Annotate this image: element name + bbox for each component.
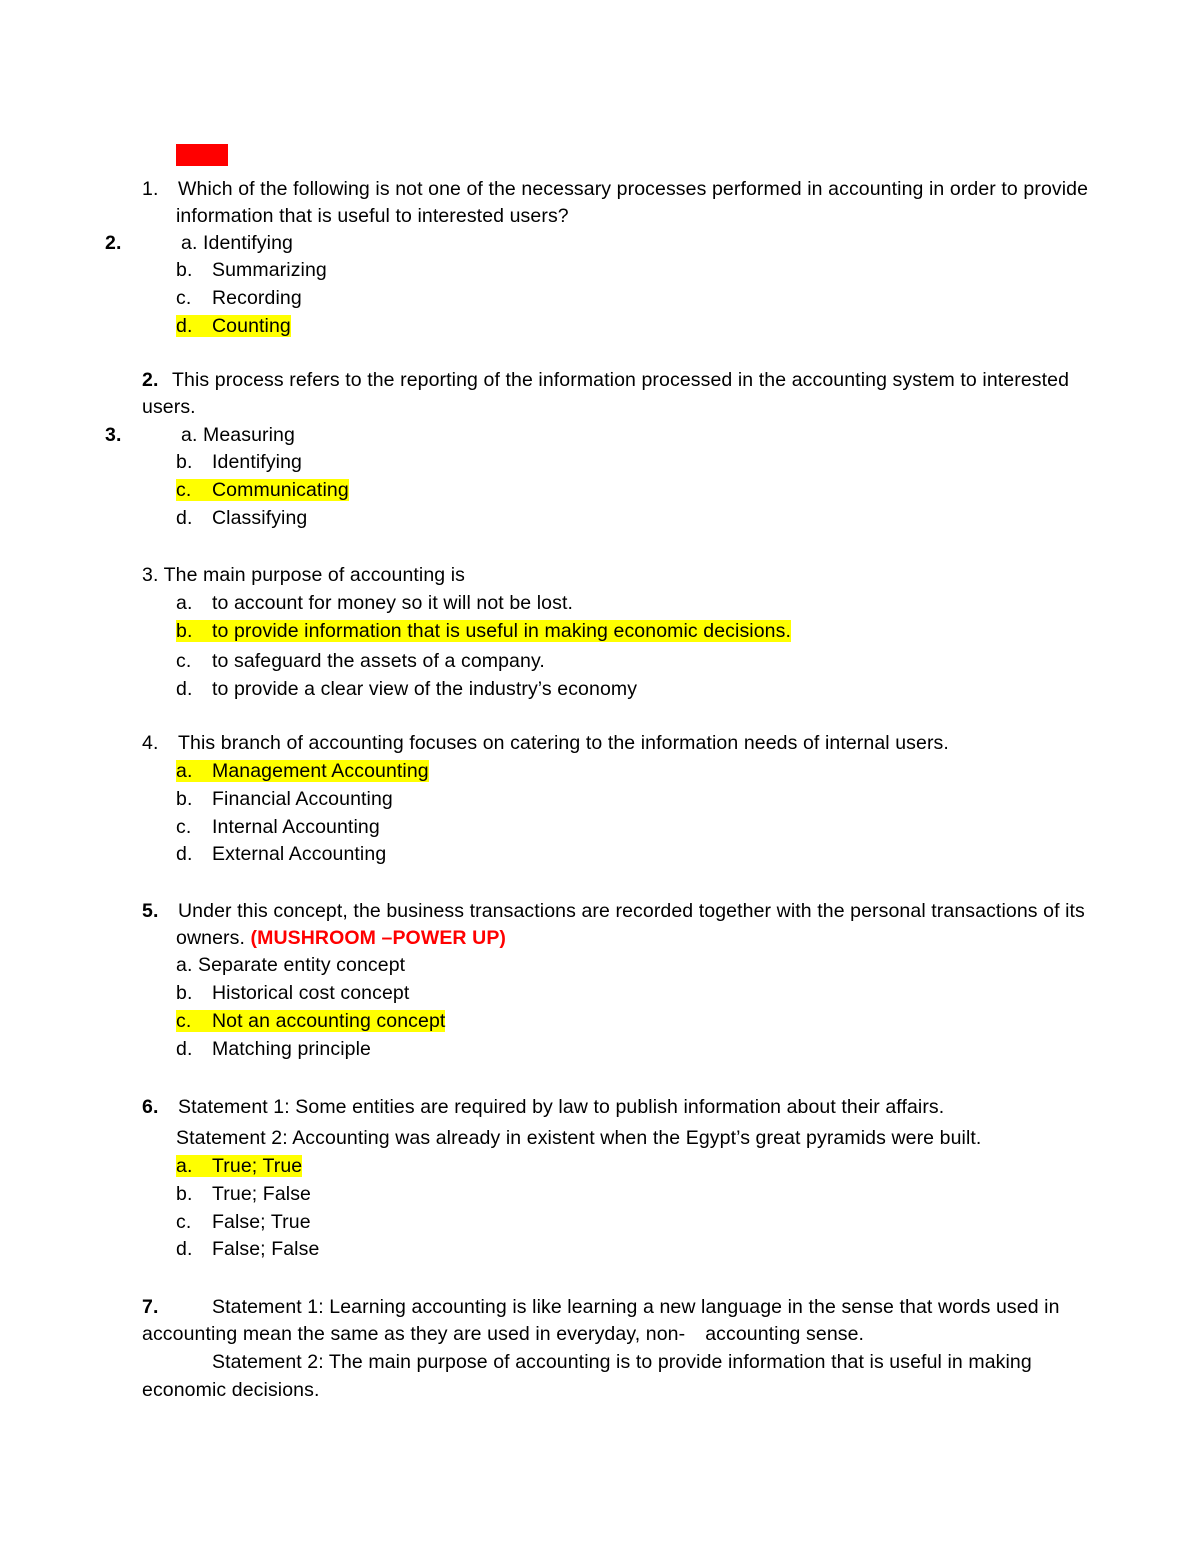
choice-2b: b. Identifying xyxy=(176,451,302,473)
stray-number: 2. xyxy=(105,232,122,254)
question-4-line-1: 4. This branch of accounting focuses on catering to the information needs of internal users. xyxy=(142,732,949,754)
choice-1b: b. Summarizing xyxy=(176,259,327,281)
question-tag: (MUSHROOM –POWER UP) xyxy=(250,927,507,949)
choice-6c: c. False; True xyxy=(176,1211,311,1233)
question-1-line-1: 1. Which of the following is not one of the necessary processes performed in accounting in order to provide xyxy=(142,178,1089,200)
choice-6a-answer: a. True; True xyxy=(176,1155,303,1177)
choice-4d: d. External Accounting xyxy=(176,843,387,865)
choice-2a: a. Measuring xyxy=(181,424,295,446)
choice-2c-answer: c. Communicating xyxy=(176,479,349,501)
question-2-line-1: 2. This process refers to the reporting of the information processed in the accounting system to interested xyxy=(142,369,1070,391)
choice-1c: c. Recording xyxy=(176,287,302,309)
question-3-line-1: 3. The main purpose of accounting is xyxy=(142,564,466,586)
choice-6d: d. False; False xyxy=(176,1238,320,1260)
question-7-line-4: economic decisions. xyxy=(142,1379,320,1401)
choice-3c: c. to safeguard the assets of a company. xyxy=(176,650,545,672)
question-5-line-2: owners. (MUSHROOM –POWER UP) xyxy=(176,927,507,949)
choice-1d-answer: d. Counting xyxy=(176,315,291,337)
choice-6b: b. True; False xyxy=(176,1183,311,1205)
choice-4c: c. Internal Accounting xyxy=(176,816,380,838)
question-6-line-2: Statement 2: Accounting was already in existent when the Egypt’s great pyramids were built. xyxy=(176,1127,982,1149)
choice-2d: d. Classifying xyxy=(176,507,308,529)
choice-5c-answer: c. Not an accounting concept xyxy=(176,1010,446,1032)
question-5-line-1: 5. Under this concept, the business transactions are recorded together with the personal transactions of its xyxy=(142,900,1085,922)
choice-5b: b. Historical cost concept xyxy=(176,982,410,1004)
question-7-line-3: Statement 2: The main purpose of accounting is to provide information that is useful in making xyxy=(212,1351,1032,1373)
question-7-line-1: 7. Statement 1: Learning accounting is like learning a new language in the sense that words used in xyxy=(142,1296,1060,1318)
question-1-line-2: information that is useful to interested users? xyxy=(176,205,569,227)
choice-5d: d. Matching principle xyxy=(176,1038,371,1060)
question-2-line-2: users. xyxy=(142,396,196,418)
choice-3d: d. to provide a clear view of the industry’s economy xyxy=(176,678,638,700)
choice-3b-answer: b. to provide information that is useful in making economic decisions. xyxy=(176,620,791,642)
stray-number: 3. xyxy=(105,424,122,446)
choice-4a-answer: a. Management Accounting xyxy=(176,760,429,782)
choice-1a: a. Identifying xyxy=(181,232,293,254)
difficulty-label: EASY xyxy=(176,144,229,166)
choice-4b: b. Financial Accounting xyxy=(176,788,393,810)
question-6-line-1: 6. Statement 1: Some entities are required by law to publish information about their affairs. xyxy=(142,1096,945,1118)
choice-5a: a. Separate entity concept xyxy=(176,954,406,976)
question-7-line-2: accounting mean the same as they are used in everyday, non- accounting sense. xyxy=(142,1323,865,1345)
choice-3a: a. to account for money so it will not be lost. xyxy=(176,592,573,614)
